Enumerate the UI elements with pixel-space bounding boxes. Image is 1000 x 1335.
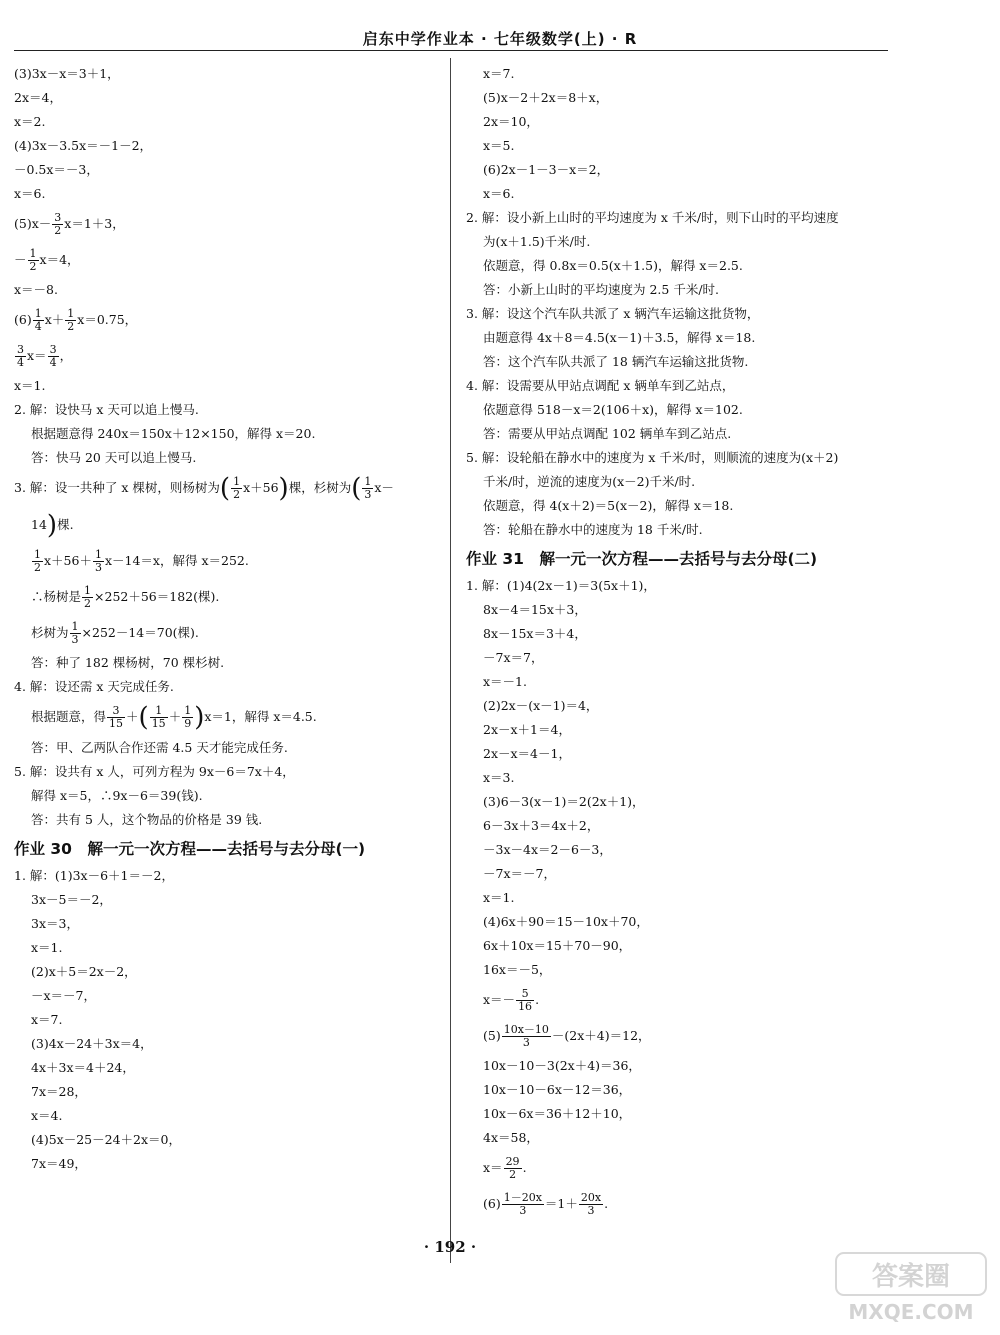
text-line: x＝2. <box>14 114 46 129</box>
fraction: $\frac{3}{4}$ <box>49 343 57 369</box>
fraction: $\frac{1}{4}$ <box>34 307 42 333</box>
text-line: x＝6. <box>483 186 515 201</box>
text-line: 2x＝10， <box>483 114 539 129</box>
text-line: 16x＝－5， <box>483 962 552 977</box>
text-line: x＝1. <box>31 939 63 955</box>
text-line: (4)6x＋90＝15－10x＋70， <box>483 914 649 929</box>
text-line: 10x－10－6x－12＝36， <box>483 1082 632 1097</box>
text-line: x＝7. <box>31 1011 63 1027</box>
text-line: 答：小新上山时的平均速度为 2.5 千米/时. <box>483 282 720 297</box>
text-line: 1. 解：(1)4(2x－1)＝3(5x＋1)， <box>466 578 656 593</box>
fraction: $\frac{1}{3}$ <box>364 475 372 501</box>
text-line: － $\frac{1}{2}$ x＝4， <box>14 247 80 273</box>
fraction: $\frac{3}{2}$ <box>54 211 62 237</box>
watermark-url: MXQE.COM <box>848 1300 974 1324</box>
right-column <box>466 62 892 1222</box>
text-line: x＝5. <box>483 138 515 153</box>
text-line: 由题意得 4x＋8＝4.5(x－1)＋3.5，解得 x＝18. <box>483 330 756 345</box>
text-line: －7x＝－7， <box>483 866 556 881</box>
text-line: (4)5x－25－24＋2x＝0， <box>31 1131 181 1147</box>
text-line: 4. 解：设需要从甲站点调配 x 辆单车到乙站点， <box>466 378 735 393</box>
text-line: 1. 解：(1)3x－6＋1＝－2， <box>14 867 174 883</box>
text-line: 为(x＋1.5)千米/时. <box>483 234 591 249</box>
text-line: 4. 解：设还需 x 天完成任务. <box>14 679 174 694</box>
fraction: $\frac{20x}{3}$ <box>580 1191 602 1217</box>
fraction: $\frac{1}{15}$ <box>151 704 166 730</box>
text-line: 3x－5＝－2， <box>31 891 112 907</box>
text-line: x＝7. <box>483 66 515 81</box>
text-line: 杉树为 $\frac{1}{3}$ ×252－14＝70(棵). <box>31 620 199 646</box>
text-line: 4x＋3x＝4＋24， <box>31 1059 135 1075</box>
text-line: x＝1. <box>14 378 46 393</box>
text-line: 5. 解：设轮船在静水中的速度为 x 千米/时，则顺流的速度为(x＋2) <box>466 450 839 465</box>
page-header <box>0 0 1000 50</box>
fraction: $\frac{1}{2}$ <box>34 548 41 574</box>
fraction: $\frac{1}{3}$ <box>71 620 79 646</box>
text-line: 7x＝28， <box>31 1083 87 1099</box>
text-line: －x＝－7， <box>31 987 97 1003</box>
text-line: －0.5x＝－3， <box>14 162 99 177</box>
fraction: $\frac{1}{2}$ <box>29 247 37 273</box>
text-line: 10x－10－3(2x＋4)＝36， <box>483 1058 641 1073</box>
text-line: 10x－6x＝36＋12＋10， <box>483 1106 632 1121</box>
text-line: x＝4. <box>31 1107 63 1123</box>
left-column <box>14 62 440 1176</box>
watermark-text: 答案圈 <box>871 1262 951 1292</box>
fraction: $\frac{29}{2}$ <box>505 1155 520 1181</box>
text-line: 答：共有 5 人，这个物品的价格是 39 钱. <box>31 811 263 827</box>
text-line: (5)x－ $\frac{3}{2}$ x＝1＋3， <box>14 211 125 237</box>
text-line: 2x＝4， <box>14 90 62 105</box>
fraction: $\frac{3}{4}$ <box>17 343 24 369</box>
text-line: 解得 x＝5，∴9x－6＝39(钱). <box>31 787 203 803</box>
text-line: －7x＝7， <box>483 650 544 665</box>
text-line: 依题意，得 4(x＋2)＝5(x－2)，解得 x＝18. <box>483 498 734 513</box>
column-divider <box>450 58 451 1263</box>
text-line: 答：轮船在静水中的速度为 18 千米/时. <box>483 522 703 537</box>
text-line: (6) $\frac{1}{4}$ x＋ $\frac{1}{2}$ x＝0.75， <box>14 307 138 333</box>
text-line: x＝1. <box>483 890 515 905</box>
fraction: $\frac{1}{2}$ <box>67 307 75 333</box>
text-line: 3. 解：设这个汽车队共派了 x 辆汽车运输这批货物， <box>466 306 760 321</box>
text-line: x＝3. <box>483 770 515 785</box>
text-line: (2)2x－(x－1)＝4， <box>483 698 599 713</box>
text-line: 2x－x＝4－1， <box>483 746 571 761</box>
text-line: 5. 解：设共有 x 人，可列方程为 9x－6＝7x＋4， <box>14 763 295 779</box>
text-line: (5)x－2＋2x＝8＋x， <box>483 90 609 105</box>
text-line: 根据题意得 240x＝150x＋12×150，解得 x＝20. <box>31 426 316 441</box>
text-line: (3)4x－24＋3x＝4， <box>31 1035 153 1051</box>
fraction: $\frac{10x-10}{3}$ <box>503 1023 549 1049</box>
text-line: 答：种了 182 棵杨树，70 棵杉树. <box>31 655 225 670</box>
text-line: (6)2x－1－3－x＝2， <box>483 162 610 177</box>
text-line: $\frac{3}{4}$ x＝ $\frac{3}{4}$ ， <box>17 343 73 369</box>
watermark-logo <box>832 1247 992 1327</box>
text-line: 依题意得 518－x＝2(106＋x)，解得 x＝102. <box>483 402 743 417</box>
fraction: $\frac{1}{9}$ <box>184 704 192 730</box>
text-line: 7x＝49， <box>31 1155 87 1171</box>
text-line: 8x－15x＝3＋4， <box>483 626 587 641</box>
text-line: 4x＝58， <box>483 1130 539 1145</box>
text-line: 8x－4＝15x＋3， <box>483 602 587 617</box>
text-line: 2. 解：设快马 x 天可以追上慢马. <box>14 402 199 417</box>
page-number: · 192 · <box>423 1238 477 1256</box>
fraction: $\frac{1}{3}$ <box>94 548 102 574</box>
text-line: －3x－4x＝2－6－3， <box>483 842 612 857</box>
text-line: 6－3x＋3＝4x＋2， <box>483 818 600 833</box>
text-line: 千米/时，逆流的速度为(x－2)千米/时. <box>483 474 696 489</box>
text-line: 3. 解：设一共种了 x 棵树，则杨树为( $\frac{1}{2}$ x＋56)棵，杉树为( $\frac{1}{3}$ x－ <box>14 473 394 504</box>
text-line: (5) $\frac{10x-10}{3}$ －(2x＋4)＝12， <box>483 1023 651 1049</box>
section-heading: 作业 30 解一元一次方程——去括号与去分母(一) <box>14 839 366 858</box>
text-line: (2)x＋5＝2x－2， <box>31 963 137 979</box>
text-line: 3x＝3， <box>31 915 79 931</box>
text-line: 依题意，得 0.8x＝0.5(x＋1.5)，解得 x＝2.5. <box>483 258 743 273</box>
text-line: x＝6. <box>14 186 46 201</box>
text-line: 答：甲、乙两队合作还需 4.5 天才能完成任务. <box>31 739 288 755</box>
fraction: $\frac{1}{2}$ <box>84 584 92 610</box>
fraction: $\frac{3}{15}$ <box>109 704 124 730</box>
text-line: 2x－x＋1＝4， <box>483 722 571 737</box>
text-line: 2. 解：设小新上山时的平均速度为 x 千米/时，则下山时的平均速度 <box>466 210 839 225</box>
section-heading: 作业 31 解一元一次方程——去括号与去分母(二) <box>466 550 818 568</box>
fraction: $\frac{5}{16}$ <box>518 987 533 1013</box>
text-line: x＝ $\frac{29}{2}$ . <box>483 1155 527 1181</box>
text-line: 根据题意，得 $\frac{3}{15}$ ＋( $\frac{1}{15}$ ＋ $\frac{1}{9}$ )x＝1，解得 x＝4.5. <box>31 702 317 733</box>
text-line: 答：需要从甲站点调配 102 辆单车到乙站点. <box>483 426 732 441</box>
text-line: (4)3x－3.5x＝－1－2， <box>14 138 153 153</box>
fraction: $\frac{1-20x}{3}$ <box>503 1191 542 1217</box>
text-line: x＝－8. <box>14 282 58 297</box>
text-line: (3)3x－x＝3＋1， <box>14 66 120 81</box>
text-line: 答：快马 20 天可以追上慢马. <box>31 450 197 465</box>
text-line: (6) $\frac{1-20x}{3}$ ＝1＋ $\frac{20x}{3}$ . <box>483 1191 609 1217</box>
text-line: (3)6－3(x－1)＝2(2x＋1)， <box>483 794 645 809</box>
header-title: 启东中学作业本 · 七年级数学(上) · R <box>362 30 638 48</box>
text-line: 6x＋10x＝15＋70－90， <box>483 938 632 953</box>
fraction: $\frac{1}{2}$ <box>233 475 241 501</box>
text-line: ∴杨树是 $\frac{1}{2}$ ×252＋56＝182(棵). <box>31 584 220 610</box>
text-line: 答：这个汽车队共派了 18 辆汽车运输这批货物. <box>483 354 749 369</box>
header-rule <box>14 50 888 51</box>
text-line: 14)棵. <box>31 510 74 540</box>
text-line: x＝－ $\frac{5}{16}$ . <box>483 987 540 1013</box>
text-line: $\frac{1}{2}$ x＋56＋ $\frac{1}{3}$ x－14＝x，解得 x＝252. <box>34 548 249 574</box>
text-line: x＝－1. <box>483 674 527 689</box>
